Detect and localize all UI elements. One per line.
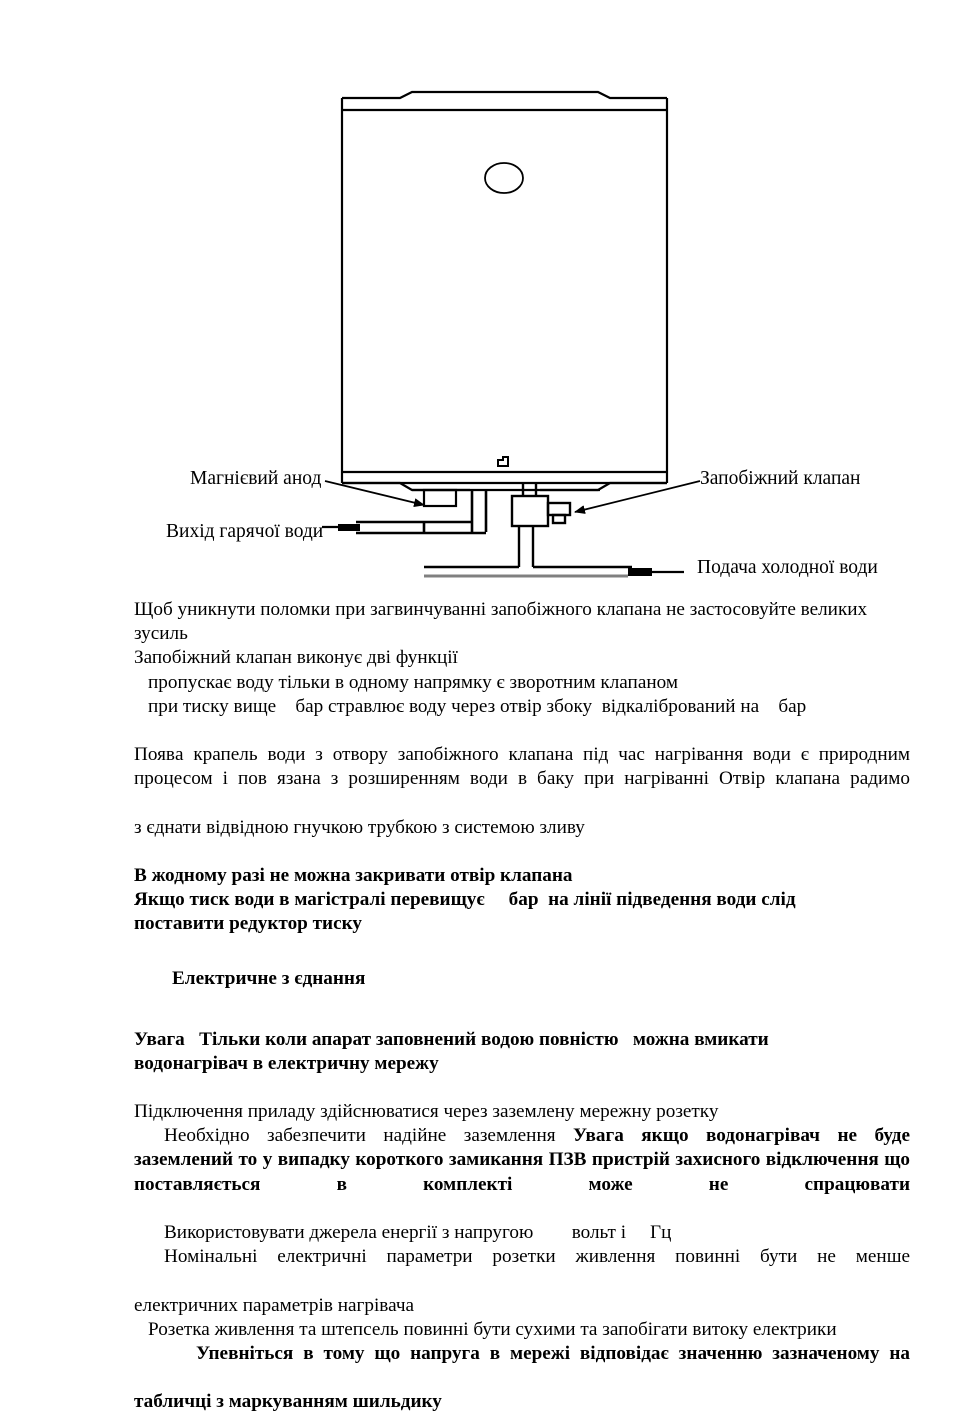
label-cold-water-supply: Подача холодної води	[697, 557, 878, 578]
bullet-pressure-release: при тиску вище бар стравлює воду через отвір збоку відкалібрований на бар	[148, 695, 807, 717]
paragraph-verify-voltage: Упевніться в тому що напруга в мережі відповідає значенню зазначеному на	[196, 1343, 910, 1365]
attention-fill-with-water-last: водонагрівач в електричну мережу	[134, 1052, 439, 1074]
paragraph-voltage-frequency: Використовувати джерела енергії з напругою вольт і Гц	[164, 1222, 672, 1244]
warning-never-close-valve: В жодному разі не можна закривати отвір клапана	[134, 864, 573, 886]
paragraph-socket-rating-last: електричних параметрів нагрівача	[134, 1294, 414, 1316]
paragraph-water-drops: Появa крапель води з отвору запобіжного клапана під час нагрівання води є природним процесом і пов язана з розширенням води в баку при нагріванні Отвір клапана радимо	[134, 744, 910, 790]
tank-top-cap	[342, 92, 667, 98]
label-safety-valve: Запобіжний клапан	[700, 468, 861, 489]
label-hot-water-outlet: Вихід гарячої води	[166, 521, 324, 542]
warning-pressure-reducer: Якщо тиск води в магістралі перевищує бар на лінії підведення води слід	[134, 889, 796, 911]
warning-pressure-reducer-last: поставити редуктор тиску	[134, 913, 363, 935]
control-knob-icon	[485, 163, 523, 193]
spacer	[134, 840, 910, 864]
attention-fill-with-water: Увага Тільки коли апарат заповнений водою повністю можна вмикати	[134, 1028, 769, 1050]
grounding-bold-text: Увага якщо водонагрівач не буде заземлений то у випадку короткого замикання ПЗВ пристрій захисного відключення що поставляється в комплекті може не спрацювати	[134, 1125, 910, 1195]
spacer	[134, 936, 910, 967]
spacer	[134, 1076, 910, 1100]
cold-water-supply-plug	[628, 568, 652, 576]
label-magnesium-anode: Магнієвий анод	[190, 468, 322, 489]
manual-text-body	[134, 598, 910, 1415]
hot-water-outlet-plug	[338, 524, 360, 531]
magnesium-anode-part	[424, 490, 456, 506]
paragraph-avoid-breakage-line1: Щоб уникнути поломки при загвинчуванні запобіжного клапана не застосовуйте великих	[134, 599, 868, 620]
bottom-center-fitting	[498, 457, 508, 466]
paragraph-avoid-breakage-line2: зусиль	[134, 623, 188, 645]
leader-line-safety-valve	[575, 481, 700, 512]
water-heater-schematic-svg	[0, 0, 954, 590]
grounding-plain-text: Необхідно забезпечити надійне заземлення	[164, 1125, 574, 1147]
paragraph-socket-dry: Розетка живлення та штепсель повинні бути сухими та запобігати витоку електрики	[148, 1318, 837, 1340]
safety-valve-downpipe	[519, 526, 533, 567]
paragraph-water-drops-last: з єднати відвідною гнучкою трубкою з системою зливу	[134, 816, 585, 838]
paragraph-reliable-grounding	[134, 1124, 910, 1221]
water-heater-diagram	[0, 0, 954, 590]
leader-line-anode	[325, 481, 424, 505]
paragraph-valve-functions: Запобіжний клапан виконує дві функції	[134, 647, 458, 669]
paragraph-verify-voltage-last: табличці з маркуванням шильдику	[134, 1391, 442, 1413]
tank-body	[342, 98, 667, 483]
paragraph-grounded-socket: Підключення приладу здійснюватися через заземлену мережну розетку	[134, 1101, 719, 1123]
spacer	[134, 992, 910, 1028]
hot-water-outlet-run	[356, 522, 424, 533]
paragraph-socket-rating: Номінальні електричні параметри розетки живлення повинні бути не менше	[164, 1246, 910, 1268]
spacer	[134, 719, 910, 743]
bullet-one-direction: пропускає воду тільки в одному напрямку є зворотним клапаном	[148, 671, 678, 693]
heading-electrical-connection: Електричне з єднання	[172, 968, 366, 990]
